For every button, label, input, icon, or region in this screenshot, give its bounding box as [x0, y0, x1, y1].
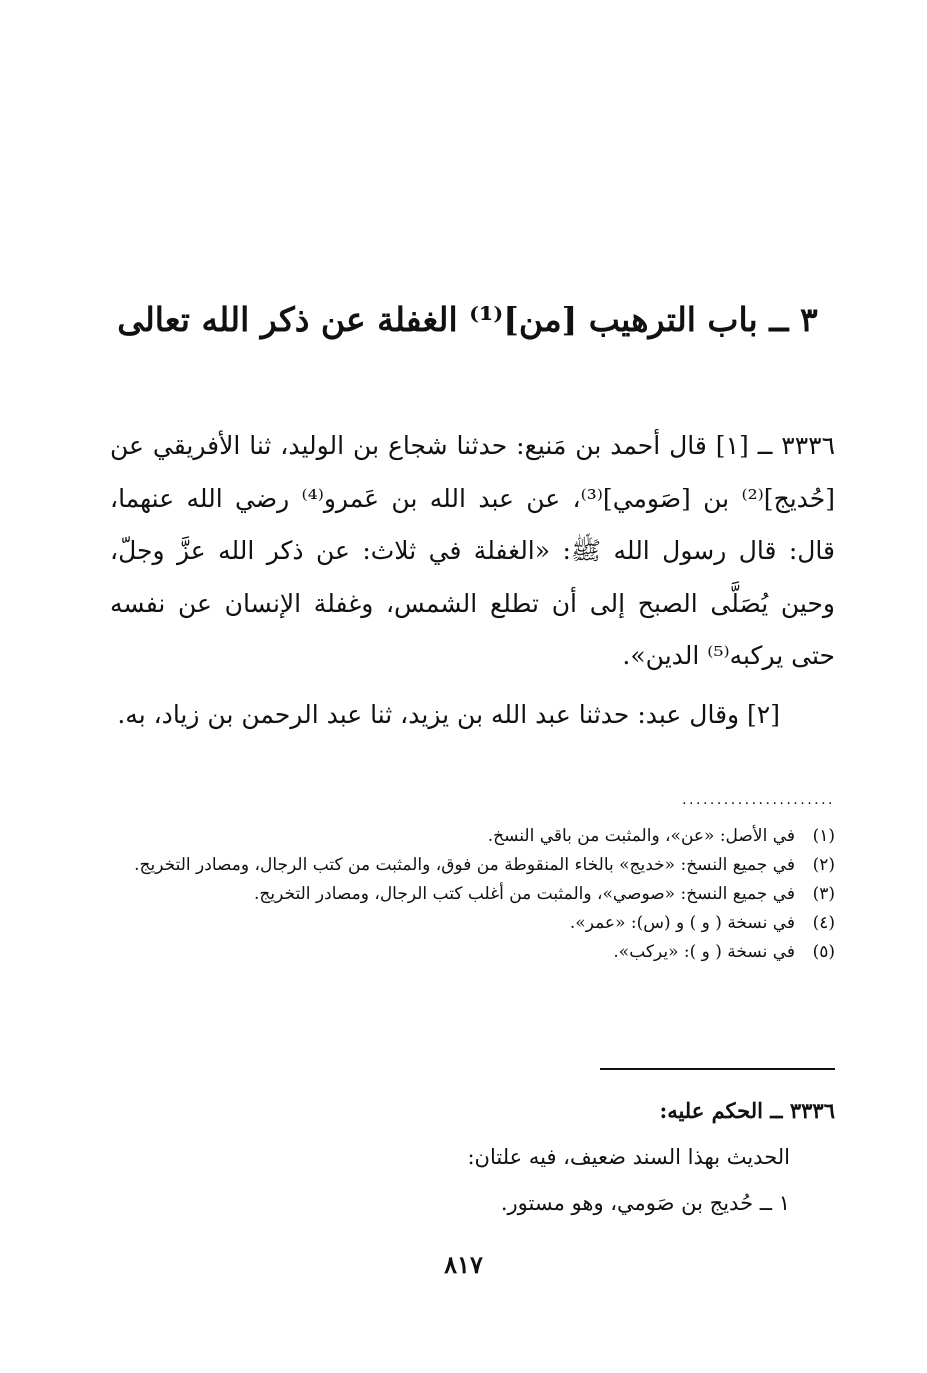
footnote-number: (٢) [812, 855, 835, 875]
footnote-item [110, 909, 835, 938]
ruling-line: ١ ــ حُديج بن صَومي، وهو مستور. [500, 1191, 790, 1215]
hadith-text [110, 420, 835, 741]
footnote-separator: ...................... [682, 792, 835, 808]
footnote-text: في نسخة ( و ) و (س): «عمر». [569, 913, 795, 933]
chapter-title: ٣ ــ باب الترهيب [من]⁽¹⁾ الغفلة عن ذكر الله تعالى [117, 300, 818, 339]
section-divider [600, 1068, 835, 1070]
footnote-text: في الأصل: «عن»، والمثبت من باقي النسخ. [487, 826, 795, 846]
footnote-number: (٣) [812, 884, 835, 904]
footnote-text: في جميع النسخ: «صوصي»، والمثبت من أغلب كتب الرجال، ومصادر التخريج. [254, 884, 795, 904]
footnote-text: في نسخة ( و ): «يركب». [613, 942, 795, 962]
footnote-number: (٥) [812, 942, 835, 962]
footnote-item [110, 851, 835, 880]
footnote-text: في جميع النسخ: «خديج» بالخاء المنقوطة من فوق، والمثبت من كتب الرجال، ومصادر التخريج. [134, 855, 795, 875]
page-number: ٨١٧ [444, 1250, 483, 1279]
ruling-line: الحديث بهذا السند ضعيف، فيه علتان: [467, 1145, 790, 1169]
hadith-paragraph-1: ٣٣٣٦ ــ [١] قال أحمد بن مَنيع: حدثنا شجاع بن الوليد، ثنا الأفريقي عن [حُديج]⁽²⁾ بن [صَومي]⁽³⁾، عن عبد الله بن عَمرو⁽⁴⁾ رضي الله عنهما، قال: قال رسول الله ﷺ: «الغفلة في ثلاث: عن ذكر الله عزَّ وجلّ، وحين يُصَلَّى الصبح إلى أن تطلع الشمس، وغفلة الإنسان عن نفسه حتى يركبه⁽⁵⁾ الدين». [110, 431, 835, 670]
footnote-number: (٤) [812, 913, 835, 933]
footnote-item [110, 822, 835, 851]
hadith-paragraph-2: [٢] وقال عبد: حدثنا عبد الله بن يزيد، ثنا عبد الرحمن بن زياد، به. [117, 699, 780, 729]
footnote-item [110, 880, 835, 909]
ruling-section [110, 1088, 835, 1226]
footnotes [110, 822, 835, 967]
footnote-item [110, 938, 835, 967]
ruling-heading: ٣٣٣٦ ــ الحكم عليه: [659, 1098, 835, 1123]
footnote-number: (١) [812, 826, 835, 846]
